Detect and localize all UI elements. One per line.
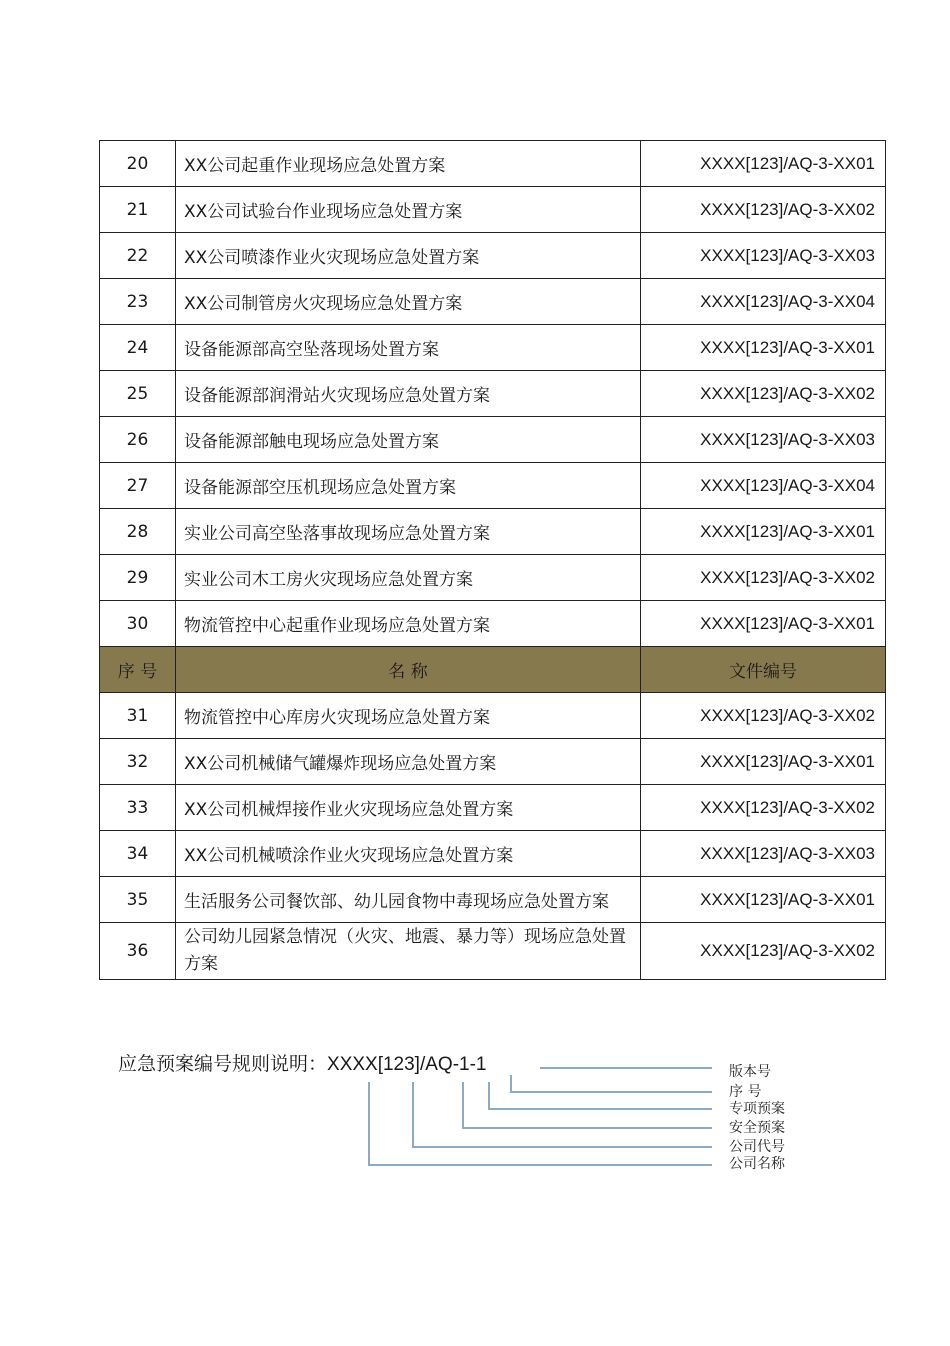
table-row bbox=[100, 187, 886, 233]
cell-no: 35 bbox=[100, 877, 176, 923]
cell-no: 36 bbox=[100, 923, 176, 980]
cell-name: XX公司起重作业现场应急处置方案 bbox=[176, 141, 641, 187]
header-name: 名 称 bbox=[176, 647, 641, 693]
cell-code: XXXX[123]/AQ-3-XX01 bbox=[641, 141, 886, 187]
cell-no: 20 bbox=[100, 141, 176, 187]
numbering-rule-example: XXXX[123]/AQ-1-1 bbox=[327, 1054, 487, 1075]
cell-code: XXXX[123]/AQ-3-XX03 bbox=[641, 831, 886, 877]
cell-no: 33 bbox=[100, 785, 176, 831]
header-no: 序 号 bbox=[100, 647, 176, 693]
cell-name: 物流管控中心起重作业现场应急处置方案 bbox=[176, 601, 641, 647]
cell-no: 23 bbox=[100, 279, 176, 325]
cell-name: XX公司机械喷涂作业火灾现场应急处置方案 bbox=[176, 831, 641, 877]
rule-line-sequence bbox=[511, 1075, 712, 1092]
cell-no: 24 bbox=[100, 325, 176, 371]
table-row bbox=[100, 831, 886, 877]
cell-name: 物流管控中心库房火灾现场应急处置方案 bbox=[176, 693, 641, 739]
table-row bbox=[100, 279, 886, 325]
cell-name: XX公司试验台作业现场应急处置方案 bbox=[176, 187, 641, 233]
rule-label-special-plan: 专项预案 bbox=[729, 1101, 785, 1117]
rule-label-sequence: 序 号 bbox=[729, 1084, 762, 1100]
rule-label-version: 版本号 bbox=[729, 1064, 771, 1080]
table-row bbox=[100, 877, 886, 923]
cell-code: XXXX[123]/AQ-3-XX02 bbox=[641, 555, 886, 601]
table-row bbox=[100, 785, 886, 831]
plan-table bbox=[99, 140, 886, 980]
rule-line-company-name bbox=[369, 1082, 712, 1165]
table-row bbox=[100, 601, 886, 647]
header-code: 文件编号 bbox=[641, 647, 886, 693]
cell-name: 设备能源部润滑站火灾现场应急处置方案 bbox=[176, 371, 641, 417]
numbering-rule-label: 应急预案编号规则说明： bbox=[118, 1054, 328, 1075]
cell-name: XX公司机械储气罐爆炸现场应急处置方案 bbox=[176, 739, 641, 785]
cell-name: 实业公司木工房火灾现场应急处置方案 bbox=[176, 555, 641, 601]
table-row bbox=[100, 693, 886, 739]
table-row bbox=[100, 923, 886, 980]
cell-no: 21 bbox=[100, 187, 176, 233]
table-row bbox=[100, 141, 886, 187]
rule-label-company-code: 公司代号 bbox=[729, 1139, 785, 1155]
table-row bbox=[100, 371, 886, 417]
cell-no: 29 bbox=[100, 555, 176, 601]
cell-code: XXXX[123]/AQ-3-XX03 bbox=[641, 233, 886, 279]
cell-code: XXXX[123]/AQ-3-XX02 bbox=[641, 923, 886, 980]
numbering-rule-title bbox=[118, 1049, 486, 1076]
cell-code: XXXX[123]/AQ-3-XX02 bbox=[641, 785, 886, 831]
table-row bbox=[100, 325, 886, 371]
cell-name: 设备能源部高空坠落现场处置方案 bbox=[176, 325, 641, 371]
table-row bbox=[100, 417, 886, 463]
cell-code: XXXX[123]/AQ-3-XX04 bbox=[641, 279, 886, 325]
cell-code: XXXX[123]/AQ-3-XX02 bbox=[641, 693, 886, 739]
rule-label-company-name: 公司名称 bbox=[729, 1156, 785, 1172]
cell-no: 25 bbox=[100, 371, 176, 417]
cell-name: 实业公司高空坠落事故现场应急处置方案 bbox=[176, 509, 641, 555]
cell-no: 30 bbox=[100, 601, 176, 647]
cell-no: 34 bbox=[100, 831, 176, 877]
cell-no: 22 bbox=[100, 233, 176, 279]
cell-code: XXXX[123]/AQ-3-XX04 bbox=[641, 463, 886, 509]
cell-name: 公司幼儿园紧急情况（火灾、地震、暴力等）现场应急处置方案 bbox=[176, 923, 641, 980]
cell-name: XX公司喷漆作业火灾现场应急处置方案 bbox=[176, 233, 641, 279]
cell-code: XXXX[123]/AQ-3-XX01 bbox=[641, 509, 886, 555]
cell-code: XXXX[123]/AQ-3-XX01 bbox=[641, 601, 886, 647]
cell-name: XX公司机械焊接作业火灾现场应急处置方案 bbox=[176, 785, 641, 831]
table-row bbox=[100, 463, 886, 509]
cell-code: XXXX[123]/AQ-3-XX02 bbox=[641, 187, 886, 233]
table-header-row bbox=[100, 647, 886, 693]
cell-code: XXXX[123]/AQ-3-XX01 bbox=[641, 877, 886, 923]
cell-code: XXXX[123]/AQ-3-XX01 bbox=[641, 325, 886, 371]
rule-line-company-code bbox=[413, 1082, 712, 1147]
table-row bbox=[100, 555, 886, 601]
rule-label-safety-plan: 安全预案 bbox=[729, 1120, 785, 1136]
cell-no: 26 bbox=[100, 417, 176, 463]
table-row bbox=[100, 233, 886, 279]
cell-no: 31 bbox=[100, 693, 176, 739]
rule-line-safety-plan bbox=[463, 1082, 712, 1128]
cell-code: XXXX[123]/AQ-3-XX01 bbox=[641, 739, 886, 785]
cell-no: 28 bbox=[100, 509, 176, 555]
cell-code: XXXX[123]/AQ-3-XX03 bbox=[641, 417, 886, 463]
cell-name: 设备能源部触电现场应急处置方案 bbox=[176, 417, 641, 463]
cell-name: 设备能源部空压机现场应急处置方案 bbox=[176, 463, 641, 509]
cell-name: 生活服务公司餐饮部、幼儿园食物中毒现场应急处置方案 bbox=[176, 877, 641, 923]
cell-code: XXXX[123]/AQ-3-XX02 bbox=[641, 371, 886, 417]
table-row bbox=[100, 739, 886, 785]
rule-line-special-plan bbox=[489, 1082, 712, 1109]
table-row bbox=[100, 509, 886, 555]
cell-no: 27 bbox=[100, 463, 176, 509]
cell-no: 32 bbox=[100, 739, 176, 785]
cell-name: XX公司制管房火灾现场应急处置方案 bbox=[176, 279, 641, 325]
